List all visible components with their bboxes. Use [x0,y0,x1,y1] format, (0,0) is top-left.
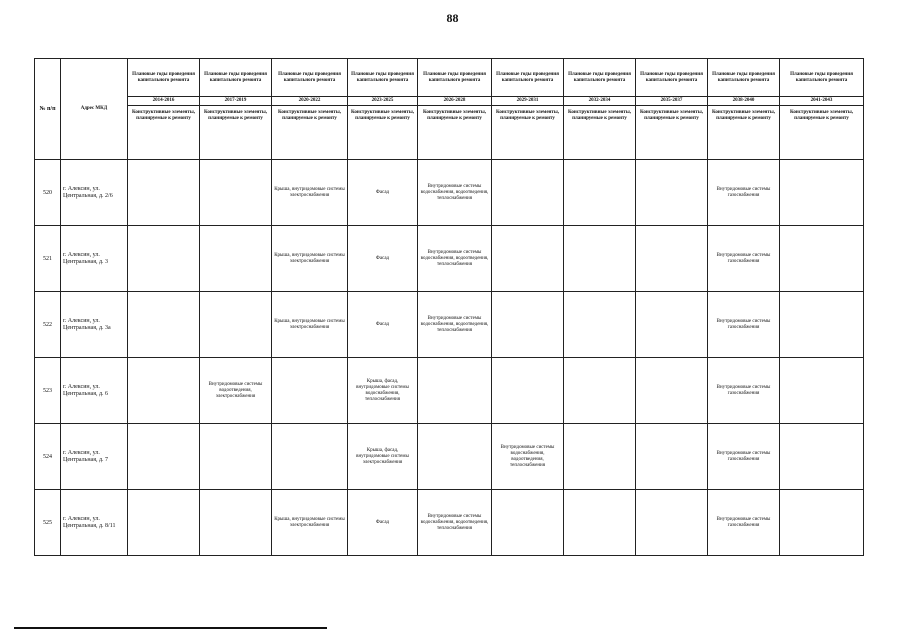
year-range: 2014-2016 [128,97,200,106]
elements-header: Конструктивные элементы, планируемые к ремонту [708,106,780,160]
repair-elements-cell: Внутридомовые системы газоснабжения [708,358,780,424]
row-address: г. Алексин, ул. Центральная, д. 3а [61,292,128,358]
year-group-title: Плановые годы проведения капитального ремонта [708,59,780,97]
repair-elements-cell [200,424,272,490]
repair-elements-cell: Фасад [348,490,418,556]
repair-elements-cell: Внутридомовые системы газоснабжения [708,490,780,556]
repair-elements-cell [492,226,564,292]
row-number: 521 [35,226,61,292]
repair-elements-cell: Крыша, внутридомовые системы электроснабжения [272,292,348,358]
repair-elements-cell [272,424,348,490]
row-number: 523 [35,358,61,424]
year-group-title: Плановые годы проведения капитального ремонта [418,59,492,97]
elements-header: Конструктивные элементы, планируемые к ремонту [564,106,636,160]
repair-elements-cell [492,160,564,226]
repair-elements-cell [128,490,200,556]
repair-elements-cell [128,160,200,226]
table-body [35,160,864,556]
elements-header: Конструктивные элементы, планируемые к ремонту [780,106,864,160]
table-row [35,424,864,490]
year-group-title: Плановые годы проведения капитального ремонта [272,59,348,97]
repair-elements-cell [564,490,636,556]
repair-elements-cell: Внутридомовые системы газоснабжения [708,424,780,490]
elements-header: Конструктивные элементы, планируемые к ремонту [492,106,564,160]
repair-elements-cell [418,358,492,424]
repair-elements-cell: Внутридомовые системы газоснабжения [708,292,780,358]
year-group-title: Плановые годы проведения капитального ремонта [492,59,564,97]
year-group-title: Плановые годы проведения капитального ремонта [636,59,708,97]
table-row [35,292,864,358]
table-header [35,59,864,160]
repair-elements-cell [128,424,200,490]
year-range: 2017-2019 [200,97,272,106]
repair-elements-cell [200,292,272,358]
row-address: г. Алексин, ул. Центральная, д. 3 [61,226,128,292]
row-number: 525 [35,490,61,556]
repair-elements-cell: Фасад [348,226,418,292]
table-row [35,490,864,556]
table-row [35,358,864,424]
repair-elements-cell [564,226,636,292]
repair-elements-cell: Внутридомовые системы водоснабжения, водоотведения, теплоснабжения [418,292,492,358]
repair-schedule-table [34,58,864,556]
repair-elements-cell [564,292,636,358]
repair-elements-cell [780,160,864,226]
repair-elements-cell [636,424,708,490]
repair-elements-cell: Крыша, фасад, внутридомовые системы электроснабжения [348,424,418,490]
repair-elements-cell [200,160,272,226]
repair-elements-cell [780,226,864,292]
address-header: Адрес МКД [61,59,128,160]
elements-header: Конструктивные элементы, планируемые к ремонту [272,106,348,160]
row-number: 524 [35,424,61,490]
repair-elements-cell [418,424,492,490]
repair-elements-cell [636,292,708,358]
repair-elements-cell [128,292,200,358]
year-group-title: Плановые годы проведения капитального ремонта [780,59,864,97]
repair-elements-cell: Внутридомовые системы водоснабжения, водоотведения, теплоснабжения [418,490,492,556]
repair-elements-cell: Крыша, фасад, внутридомовые системы водоснабжения, теплоснабжения [348,358,418,424]
year-range: 2038-2040 [708,97,780,106]
table-row [35,226,864,292]
repair-elements-cell: Внутридомовые системы водоотведения, электроснабжения [200,358,272,424]
repair-elements-cell: Фасад [348,292,418,358]
row-address: г. Алексин, ул. Центральная, д. 6 [61,358,128,424]
repair-elements-cell [636,226,708,292]
row-number: 522 [35,292,61,358]
table-row [35,160,864,226]
repair-elements-cell [200,490,272,556]
repair-elements-cell: Внутридомовые системы газоснабжения [708,226,780,292]
repair-elements-cell [564,358,636,424]
repair-elements-cell: Внутридомовые системы газоснабжения [708,160,780,226]
row-address: г. Алексин, ул. Центральная, д. 7 [61,424,128,490]
repair-elements-cell: Внутридомовые системы водоснабжения, водоотведения, теплоснабжения [492,424,564,490]
repair-elements-cell [492,490,564,556]
repair-elements-cell [636,490,708,556]
repair-elements-cell: Внутридомовые системы водоснабжения, водоотведения, теплоснабжения [418,160,492,226]
elements-header: Конструктивные элементы, планируемые к ремонту [128,106,200,160]
year-group-title: Плановые годы проведения капитального ремонта [128,59,200,97]
row-address: г. Алексин, ул. Центральная, д. 2/6 [61,160,128,226]
year-range: 2029-2031 [492,97,564,106]
year-group-title: Плановые годы проведения капитального ремонта [564,59,636,97]
repair-elements-cell [272,358,348,424]
repair-elements-cell [492,292,564,358]
repair-elements-cell [780,358,864,424]
repair-elements-cell: Внутридомовые системы водоснабжения, водоотведения, теплоснабжения [418,226,492,292]
repair-elements-cell [780,490,864,556]
repair-elements-cell [564,424,636,490]
repair-elements-cell [128,358,200,424]
repair-elements-cell [780,292,864,358]
elements-header: Конструктивные элементы, планируемые к ремонту [636,106,708,160]
elements-header: Конструктивные элементы, планируемые к ремонту [418,106,492,160]
year-range: 2023-2025 [348,97,418,106]
repair-elements-cell [636,160,708,226]
repair-elements-cell [636,358,708,424]
year-range: 2026-2028 [418,97,492,106]
year-group-title: Плановые годы проведения капитального ремонта [200,59,272,97]
repair-elements-cell [128,226,200,292]
num-header: № п/п [35,59,61,160]
repair-elements-cell: Крыша, внутридомовые системы электроснабжения [272,490,348,556]
elements-header: Конструктивные элементы, планируемые к ремонту [348,106,418,160]
year-range: 2032-2034 [564,97,636,106]
repair-elements-cell [564,160,636,226]
repair-elements-cell [200,226,272,292]
footer-rule [14,627,327,629]
page-number: 88 [446,11,459,25]
year-group-title: Плановые годы проведения капитального ремонта [348,59,418,97]
year-range: 2035-2037 [636,97,708,106]
repair-elements-cell [492,358,564,424]
elements-header: Конструктивные элементы, планируемые к ремонту [200,106,272,160]
repair-elements-cell: Фасад [348,160,418,226]
repair-elements-cell [780,424,864,490]
repair-elements-cell: Крыша, внутридомовые системы электроснабжения [272,226,348,292]
row-number: 520 [35,160,61,226]
year-range: 2041-2043 [780,97,864,106]
row-address: г. Алексин, ул. Центральная, д. 8/11 [61,490,128,556]
year-range: 2020-2022 [272,97,348,106]
repair-elements-cell: Крыша, внутридомовые системы электроснабжения [272,160,348,226]
